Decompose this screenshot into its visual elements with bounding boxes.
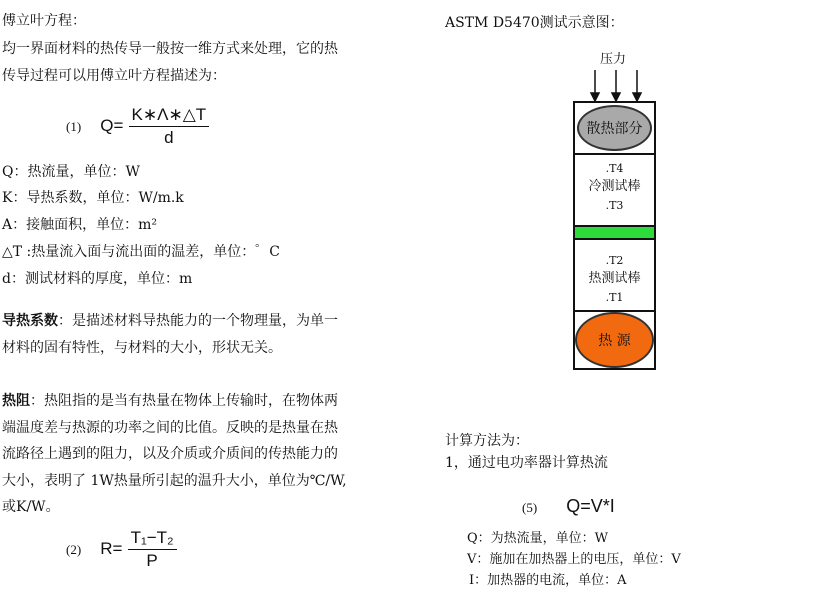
resistance-term: 热阻 — [2, 393, 30, 409]
hot-bar — [573, 238, 656, 312]
formula-1-fraction — [129, 104, 210, 149]
def-a: A：接触面积，单位：m² — [2, 217, 157, 233]
heat-source — [575, 312, 654, 368]
calc-title: 计算方法为： — [445, 433, 529, 449]
formula-1-denominator: d — [164, 128, 174, 147]
formula-1-number: (1) — [66, 119, 82, 134]
def5-v: V：施加在加热器上的电压，单位：V — [467, 552, 681, 567]
def-d: d：测试材料的厚度，单位：m — [2, 271, 193, 287]
resistance-line-5: 或K/W。 — [2, 499, 60, 515]
formula-5 — [522, 496, 615, 517]
formula-1 — [66, 104, 209, 149]
def5-i: I：加热器的电流，单位：A — [469, 573, 627, 588]
def-k: K：导热系数，单位：W/m.k — [2, 190, 184, 206]
pressure-arrows-icon — [560, 68, 670, 104]
resistance-line-1 — [2, 388, 338, 414]
pressure-label: 压力 — [600, 52, 627, 67]
calc-method: 1，通过电功率器计算热流 — [445, 455, 608, 471]
intro-line-2: 传导过程可以用傅立叶方程描述为： — [2, 68, 226, 84]
hot-bar-label: 热测试棒 — [588, 271, 641, 286]
resistance-line-4: 大小，表明了 1W热量所引起的温升大小，单位为℃/W, — [2, 473, 347, 489]
resistance-line-3: 流路径上遇到的阻力，以及介质或介质间的传热能力的 — [2, 446, 338, 462]
formula-2-fraction — [128, 527, 177, 572]
fourier-title: 傅立叶方程： — [2, 13, 86, 29]
formula-2-lhs: R= — [100, 539, 123, 558]
heat-source-label: 热 源 — [598, 333, 631, 349]
conductivity-term: 导热系数 — [2, 313, 58, 329]
conductivity-text-1: ：是描述材料导热能力的一个物理量，为单一 — [58, 313, 338, 329]
conductivity-line-1 — [2, 308, 338, 334]
formula-5-expr: Q=V*I — [566, 496, 615, 516]
resistance-text-1: ：热阻指的是当有热量在物体上传输时，在物体两 — [30, 393, 338, 409]
formula-2-denominator: P — [146, 551, 158, 570]
formula-2 — [66, 527, 177, 572]
astm-diagram — [560, 48, 670, 378]
formula-1-numerator: K∗Λ∗△T — [129, 104, 210, 127]
conductivity-line-2: 材料的固有特性，与材料的大小，形状无关。 — [2, 340, 282, 356]
cold-bar-label: 冷测试棒 — [588, 179, 641, 194]
def5-q: Q：为热流量，单位：W — [467, 531, 609, 546]
heat-sink-label: 散热部分 — [586, 121, 643, 137]
cold-bar-t4: .T4 — [605, 162, 624, 175]
formula-2-numerator: T₁−T₂ — [128, 527, 177, 550]
cold-bar — [573, 153, 656, 227]
cold-bar-t3: .T3 — [605, 199, 624, 212]
formula-5-number: (5) — [522, 500, 538, 515]
def-delta-t: △T :热量流入面与流出面的温差，单位：゜C — [2, 244, 280, 260]
hot-bar-t1: .T1 — [605, 291, 624, 304]
hot-bar-t2: .T2 — [605, 254, 624, 267]
def-q: Q：热流量，单位：W — [2, 164, 140, 180]
heat-sink — [577, 105, 652, 151]
intro-line-1: 均一界面材料的热传导一般按一维方式来处理，它的热 — [2, 41, 338, 57]
formula-1-lhs: Q= — [100, 116, 124, 135]
formula-2-number: (2) — [66, 542, 82, 557]
astm-title: ASTM D5470测试示意图： — [445, 15, 624, 31]
resistance-line-2: 端温度差与热源的功率之间的比值。反映的是热量在热 — [2, 420, 338, 436]
